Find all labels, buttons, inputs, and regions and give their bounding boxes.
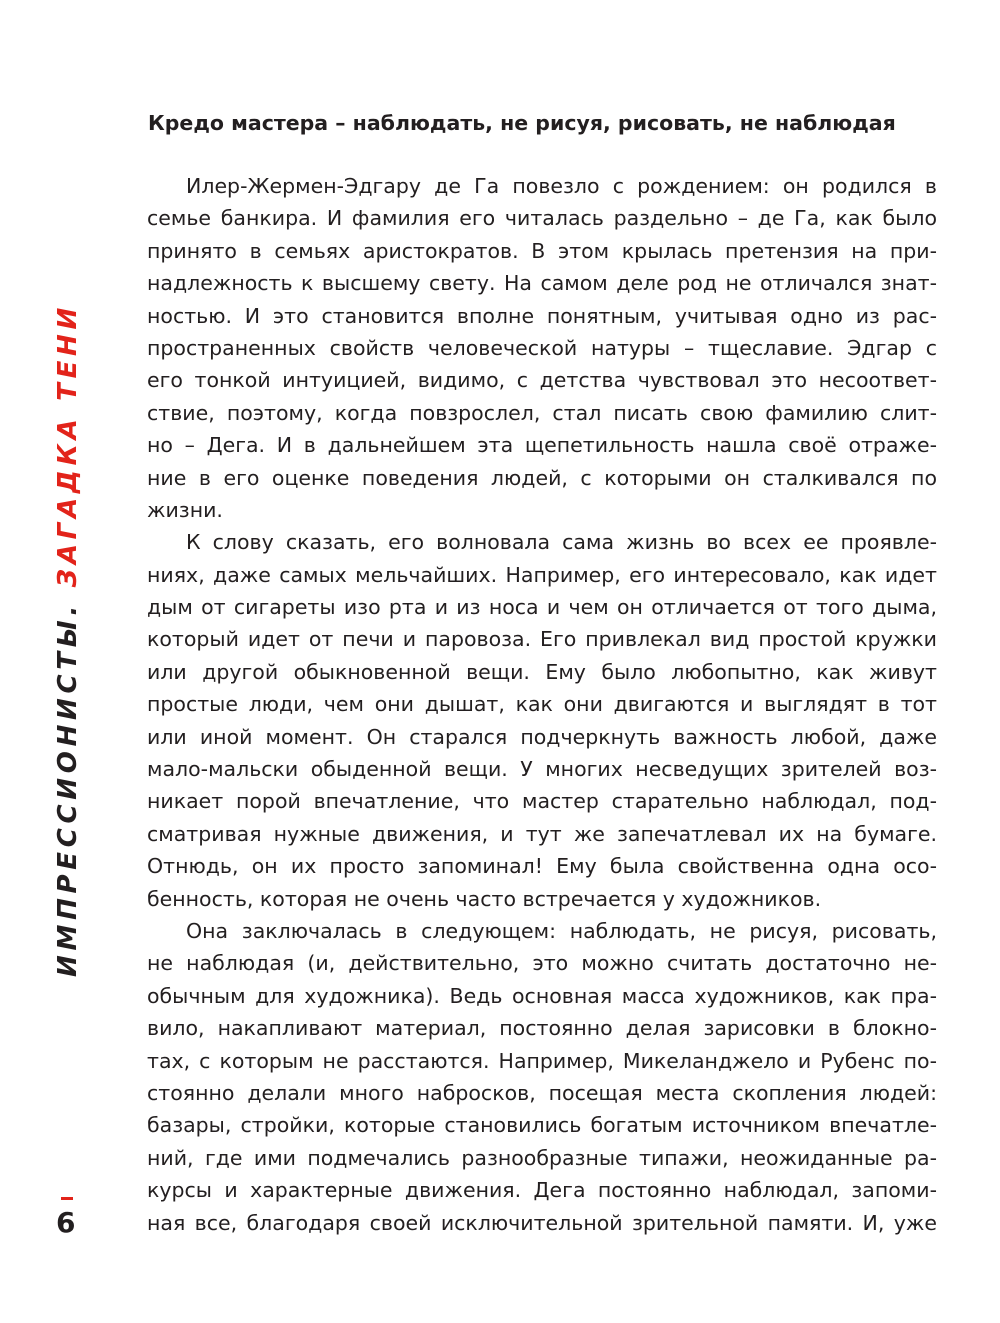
- text-line: жизни.: [147, 497, 223, 522]
- text-line: ствие, поэтому, когда повзрослел, стал писать свою фамилию слит-: [147, 400, 937, 425]
- text-line: бенность, которая не очень часто встречается у художников.: [147, 886, 822, 911]
- running-title-chapter: ЗАГАДКА ТЕНИ: [53, 303, 83, 588]
- text-line: ниях, даже самых мельчайших. Например, его интересовало, как идет: [147, 562, 937, 587]
- text-line: курсы и характерные движения. Дега постоянно наблюдал, запоми-: [147, 1178, 937, 1203]
- text-line: ностью. И это становится вполне понятным, учитывая одно из рас-: [147, 303, 937, 328]
- text-line: вило, накапливают материал, постоянно делая зарисовки в блокно-: [147, 1016, 937, 1041]
- text-line: не наблюдая (и, действительно, это можно считать достаточно не-: [147, 951, 937, 976]
- page-number: 6: [56, 1206, 76, 1239]
- text-line: стоянно делали много набросков, посещая места скопления людей:: [147, 1080, 937, 1105]
- text-line: принято в семьях аристократов. В этом крылась претензия на при-: [147, 238, 937, 263]
- text-line: никает порой впечатление, что мастер старательно наблюдал, под-: [147, 789, 937, 814]
- text-line: дым от сигареты изо рта и из носа и чем он отличается от того дыма,: [147, 595, 937, 620]
- text-line: мало-мальски обыденной вещи. У многих несведущих зрителей воз-: [147, 757, 937, 782]
- text-line: пространенных свойств человеческой натуры – тщеславие. Эдгар с: [147, 335, 937, 360]
- text-line: Илер-Жермен-Эдгару де Га повезло с рождением: он родился в: [186, 174, 937, 198]
- text-line: сматривая нужные движения, и тут же запечатлевал их на бумаге.: [147, 821, 937, 846]
- page-number-accent: [61, 1197, 73, 1200]
- running-title-series: ИМПРЕССИОНИСТЫ.: [53, 601, 83, 977]
- text-line: или иной момент. Он старался подчеркнуть важность любой, даже: [147, 724, 937, 749]
- text-line: но – Дега. И в дальнейшем эта щепетильность нашла своё отраже-: [147, 433, 937, 458]
- text-line: надлежность к высшему свету. На самом деле род не отличался знат-: [147, 271, 937, 296]
- text-line: его тонкой интуицией, видимо, с детства чувствовал это несоответ-: [147, 368, 937, 393]
- text-line: который идет от печи и паровоза. Его привлекал вид простой кружки: [147, 627, 937, 652]
- text-line: базары, стройки, которые становились богатым источником впечатле-: [147, 1113, 937, 1138]
- text-line: обычным для художника). Ведь основная масса художников, как пра-: [147, 983, 937, 1008]
- text-line: Она заключалась в следующем: наблюдать, не рисуя, рисовать,: [186, 918, 937, 943]
- text-line: К слову сказать, его волновала сама жизнь во всех ее проявле-: [186, 530, 937, 555]
- text-line: или другой обыкновенной вещи. Ему было любопытно, как живут: [147, 659, 937, 684]
- text-line: тах, с которым не расстаются. Например, Микеланджело и Рубенс по-: [147, 1048, 937, 1073]
- running-title-vertical: [55, 303, 81, 977]
- text-line: ная все, благодаря своей исключительной зрительной памяти. И, уже: [147, 1210, 937, 1235]
- text-line: семье банкира. И фамилия его читалась раздельно – де Га, как было: [147, 206, 937, 231]
- body-text: [147, 170, 937, 1239]
- text-line: простые люди, чем они дышат, как они двигаются и выглядят в тот: [147, 692, 937, 717]
- text-line: ний, где ими подмечались разнообразные типажи, неожиданные ра-: [147, 1145, 937, 1170]
- section-heading: Кредо мастера – наблюдать, не рисуя, рисовать, не наблюдая: [148, 111, 896, 135]
- text-line: ние в его оценке поведения людей, с которыми он сталкивался по: [147, 465, 937, 490]
- text-line: Отнюдь, он их просто запоминал! Ему была свойственна одна осо-: [147, 854, 937, 879]
